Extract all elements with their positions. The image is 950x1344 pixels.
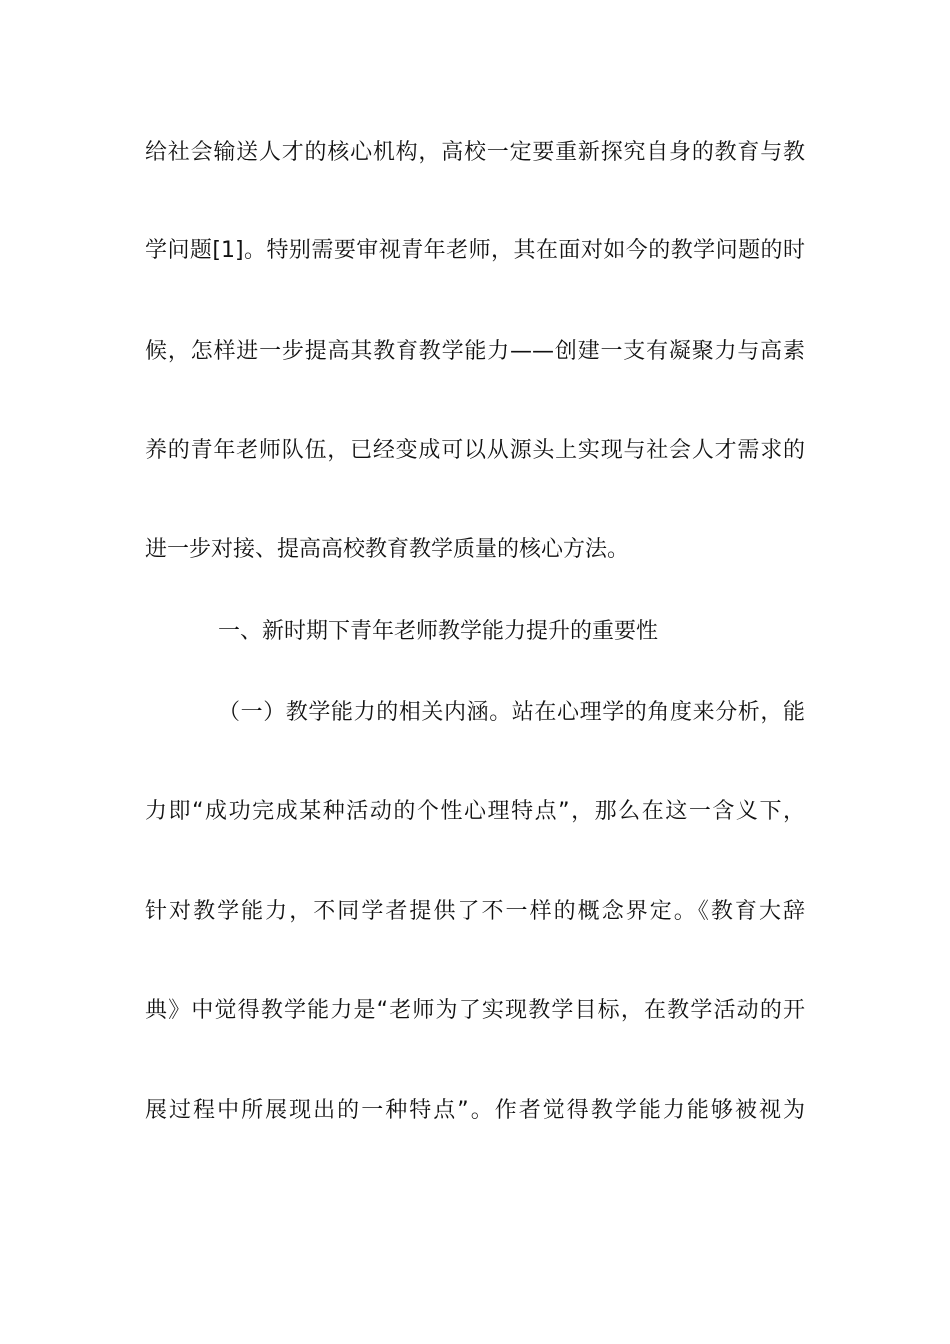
paragraph-line-6: 力即“成功完成某种活动的个性心理特点”，那么在这一含义下， (145, 799, 805, 824)
paragraph-line-3: 候，怎样进一步提高其教育教学能力——创建一支有凝聚力与高素 (145, 339, 805, 364)
section-heading: 一、新时期下青年老师教学能力提升的重要性 (218, 619, 659, 644)
paragraph-line-5: 进一步对接、提高高校教育教学质量的核心方法。 (145, 537, 630, 562)
paragraph-line-9: 展过程中所展现出的一种特点”。作者觉得教学能力能够被视为 (145, 1098, 805, 1123)
subsection-line-1: （一）教学能力的相关内涵。站在心理学的角度来分析，能 (218, 700, 805, 725)
paragraph-line-4: 养的青年老师队伍，已经变成可以从源头上实现与社会人才需求的 (145, 438, 805, 463)
paragraph-line-2: 学问题[1]。特别需要审视青年老师，其在面对如今的教学问题的时 (145, 238, 805, 263)
paragraph-line-8: 典》中觉得教学能力是“老师为了实现教学目标，在教学活动的开 (145, 998, 805, 1023)
paragraph-line-1: 给社会输送人才的核心机构，高校一定要重新探究自身的教育与教 (145, 140, 805, 165)
paragraph-line-7: 针对教学能力，不同学者提供了不一样的概念界定。《教育大辞 (145, 899, 805, 924)
